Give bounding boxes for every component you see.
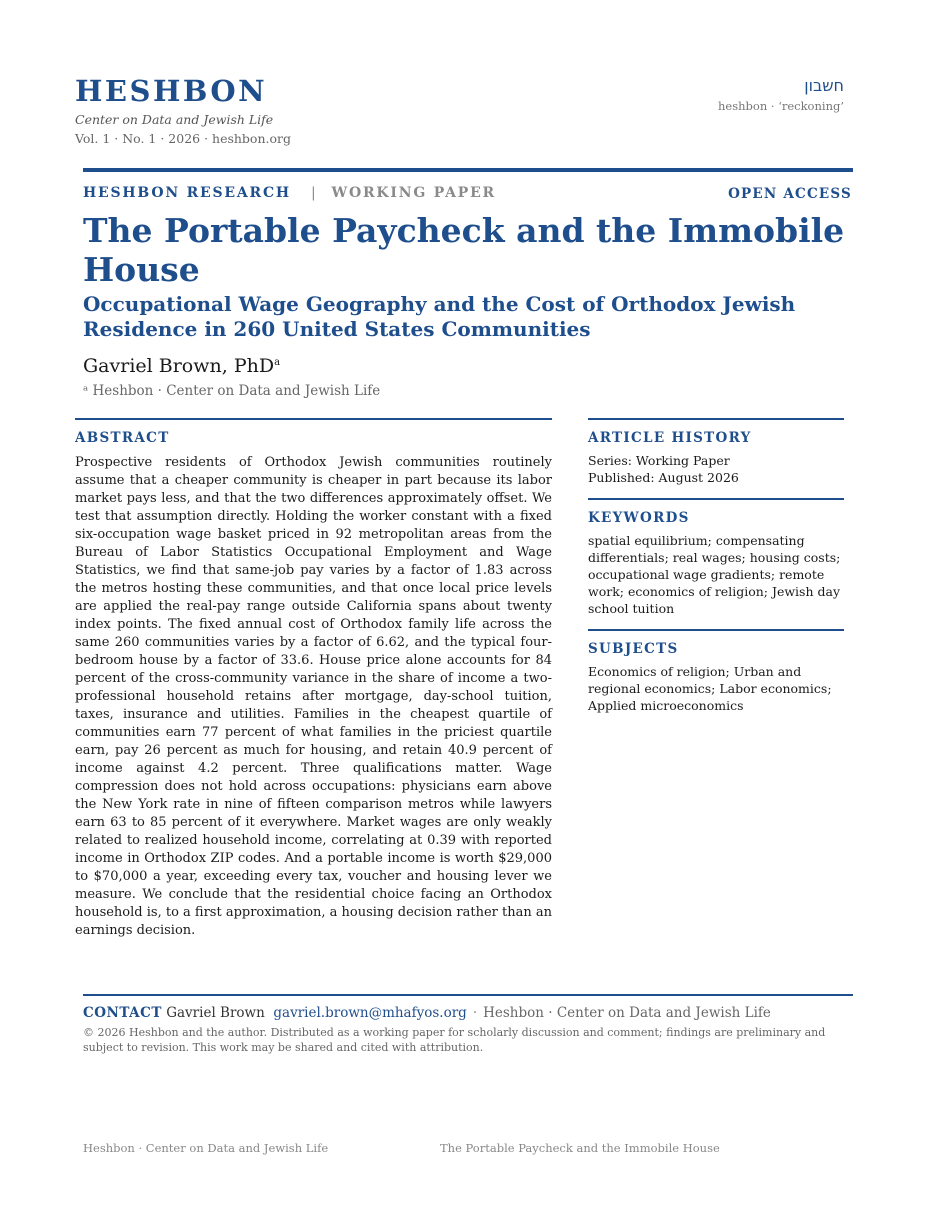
open-access-badge: OPEN ACCESS	[728, 186, 852, 202]
article-sidebar	[588, 418, 844, 726]
contact-line	[83, 1005, 771, 1021]
author-name: Gavriel Brown, PhD	[83, 355, 275, 377]
contact-rule	[83, 994, 853, 996]
hebrew-wordmark: חשבון	[804, 76, 844, 95]
contact-org: Heshbon · Center on Data and Jewish Life	[483, 1005, 771, 1021]
paper-title: The Portable Paycheck and the Immobile House	[83, 211, 845, 289]
history-series: Series: Working Paper	[588, 453, 730, 468]
hebrew-gloss: heshbon · ‘reckoning’	[718, 99, 844, 113]
contact-name: Gavriel Brown	[166, 1005, 265, 1021]
author-affiliation-mark: a	[274, 357, 281, 368]
kicker-separator: |	[310, 185, 318, 201]
contact-separator: ·	[472, 1005, 478, 1021]
history-rule	[588, 418, 844, 420]
paper-subtitle: Occupational Wage Geography and the Cost of Orthodox Jewish Residence in 260 United States Communities	[83, 292, 796, 341]
footer-running-title: The Portable Paycheck and the Immobile House	[440, 1141, 720, 1155]
paper-type-label: WORKING PAPER	[331, 185, 496, 201]
abstract-heading: ABSTRACT	[75, 430, 170, 446]
journal-tagline: Center on Data and Jewish Life	[75, 112, 274, 127]
subjects-list: Economics of religion; Urban and regional economics; Labor economics; Applied microeconomics	[588, 664, 832, 713]
series-label: HESHBON RESEARCH	[83, 185, 291, 201]
paper-kicker	[83, 185, 496, 201]
keywords-heading: KEYWORDS	[588, 510, 690, 526]
history-body	[588, 452, 844, 486]
journal-brand: HESHBON	[75, 74, 268, 108]
footer-org: Heshbon · Center on Data and Jewish Life	[83, 1141, 329, 1155]
abstract-rule	[75, 418, 552, 420]
author-affiliation: ᵃ Heshbon · Center on Data and Jewish Life	[83, 383, 381, 399]
abstract-text: Prospective residents of Orthodox Jewish communities routinely assume that a cheaper community is cheaper in part because its labor market pays less, and that the two differences approximately offset. We test that assumption directly. Holding the worker constant with a fixed six-occupation wage basket priced in 92 metropolitan areas from the Bureau of Labor Statistics Occupational Employment and Wage Statistics, we find that same-job pay varies by a factor of 1.83 across the metros hosting these communities, and that once local price levels are applied the real-pay range outside California spans about twenty index points. The fixed annual cost of Orthodox family life across the same 260 communities varies by a factor of 6.62, and the typical four-bedroom house by a factor of 33.6. House price alone accounts for 84 percent of the cross-community variance in the share of income a two-professional household retains after mortgage, day-school tuition, taxes, insurance and utilities. Families in the cheapest quartile of communities earn 77 percent of what families in the priciest quartile earn, pay 26 percent as much for housing, and retain 40.9 percent of income against 4.2 percent. Three qualifications matter. Wage compression does not hold across occupations: physicians earn above the New York rate in nine of fifteen comparison metros while lawyers earn 63 to 85 percent of it everywhere. Market wages are only weakly related to realized household income, correlating at 0.39 with reported income in Orthodox ZIP codes. And a portable income is worth $29,000 to $70,000 a year, exceeding every tax, voucher and housing lever we measure. We conclude that the residential choice facing an Orthodox household is, to a first approximation, a housing decision rather than an earnings decision.	[75, 455, 552, 938]
keywords-list: spatial equilibrium; compensating differentials; real wages; housing costs; occupational wage gradients; remote work; economics of religion; Jewish day school tuition	[588, 533, 841, 616]
subjects-rule	[588, 629, 844, 631]
header-rule	[83, 168, 853, 172]
history-published: Published: August 2026	[588, 470, 739, 485]
contact-email-link[interactable]: gavriel.brown@mhafyos.org	[273, 1005, 467, 1021]
contact-label: CONTACT	[83, 1005, 162, 1021]
subjects-heading: SUBJECTS	[588, 641, 679, 657]
author-line	[83, 355, 280, 377]
keywords-rule	[588, 498, 844, 500]
history-heading: ARTICLE HISTORY	[588, 430, 752, 446]
volume-info: Vol. 1 · No. 1 · 2026 · heshbon.org	[75, 131, 291, 146]
license-notice: © 2026 Heshbon and the author. Distributed as a working paper for scholarly discussion and comment; findings are preliminary and subject to revision. This work may be shared and cited with attribution.	[83, 1026, 826, 1054]
